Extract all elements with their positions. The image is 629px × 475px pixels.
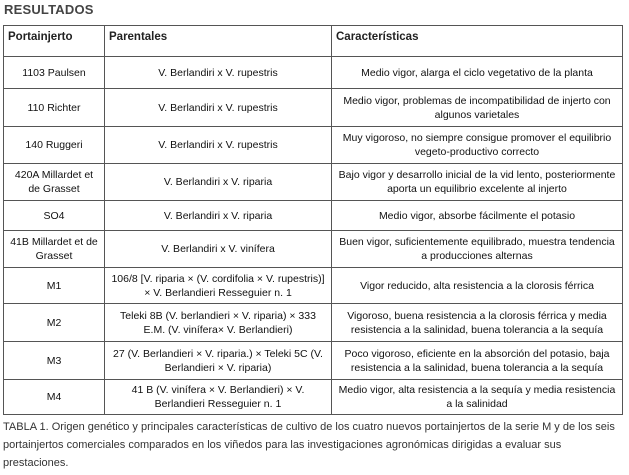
table-row (4, 304, 623, 342)
cell-caracteristicas: Vigoroso, buena resistencia a la clorosis férrica y media resistencia a la salinidad, buena tolerancia a la sequía (332, 304, 623, 342)
table-row (4, 342, 623, 380)
table-row (4, 380, 623, 415)
table-row (4, 127, 623, 164)
cell-caracteristicas: Poco vigoroso, eficiente en la absorción del potasio, baja resistencia a la salinidad, buena tolerancia a la sequía (332, 342, 623, 380)
cell-portainjerto: M2 (4, 304, 105, 342)
cell-parentales: 41 B (V. vinífera × V. Berlandieri) × V. Berlandieri Resseguier n. 1 (105, 380, 332, 415)
cell-caracteristicas: Medio vigor, alarga el ciclo vegetativo de la planta (332, 57, 623, 89)
cell-parentales: V. Berlandiri x V. riparia (105, 201, 332, 231)
cell-parentales: V. Berlandiri x V. vinífera (105, 231, 332, 268)
section-heading: RESULTADOS (4, 2, 94, 17)
cell-portainjerto: 140 Ruggeri (4, 127, 105, 164)
header-caracteristicas: Características (332, 26, 623, 57)
table-header-row (4, 26, 623, 57)
header-parentales: Parentales (105, 26, 332, 57)
cell-parentales: 106/8 [V. riparia × (V. cordifolia × V. rupestris)] × V. Berlandieri Resseguier n. 1 (105, 268, 332, 304)
cell-parentales: 27 (V. Berlandieri × V. riparia.) × Teleki 5C (V. Berlandieri × V. riparia) (105, 342, 332, 380)
cell-parentales: V. Berlandiri x V. rupestris (105, 89, 332, 127)
table-row (4, 89, 623, 127)
table-row (4, 268, 623, 304)
cell-caracteristicas: Medio vigor, problemas de incompatibilidad de injerto con algunos varietales (332, 89, 623, 127)
cell-portainjerto: M4 (4, 380, 105, 415)
table-row (4, 201, 623, 231)
cell-caracteristicas: Medio vigor, absorbe fácilmente el potasio (332, 201, 623, 231)
cell-portainjerto: SO4 (4, 201, 105, 231)
cell-caracteristicas: Medio vigor, alta resistencia a la sequía y media resistencia a la salinidad (332, 380, 623, 415)
table-row (4, 164, 623, 201)
table-caption: TABLA 1. Origen genético y principales características de cultivo de los cuatro nuevos portainjertos de la serie M y de los seis portainjertos comerciales comparados en los viñedos para las investigaciones agronómicas dirigidas a evaluar sus prestaciones. (3, 421, 615, 469)
cell-parentales: V. Berlandiri x V. rupestris (105, 57, 332, 89)
cell-caracteristicas: Vigor reducido, alta resistencia a la clorosis férrica (332, 268, 623, 304)
cell-caracteristicas: Bajo vigor y desarrollo inicial de la vid lento, posteriormente aporta un equilibrio excelente al injerto (332, 164, 623, 201)
cell-parentales: V. Berlandiri x V. riparia (105, 164, 332, 201)
cell-portainjerto: M1 (4, 268, 105, 304)
cell-caracteristicas: Buen vigor, suficientemente equilibrado, muestra tendencia a producciones alternas (332, 231, 623, 268)
cell-portainjerto: 110 Richter (4, 89, 105, 127)
cell-portainjerto: 420A Millardet et de Grasset (4, 164, 105, 201)
header-portainjerto: Portainjerto (4, 26, 105, 57)
cell-parentales: Teleki 8B (V. berlandieri × V. riparia) × 333 E.M. (V. vinífera× V. Berlandieri) (105, 304, 332, 342)
rootstock-table (3, 25, 623, 415)
cell-portainjerto: 1103 Paulsen (4, 57, 105, 89)
table-row (4, 57, 623, 89)
cell-portainjerto: M3 (4, 342, 105, 380)
cell-caracteristicas: Muy vigoroso, no siempre consigue promover el equilibrio vegeto-productivo correcto (332, 127, 623, 164)
cell-parentales: V. Berlandiri x V. rupestris (105, 127, 332, 164)
cell-portainjerto: 41B Millardet et de Grasset (4, 231, 105, 268)
table-row (4, 231, 623, 268)
